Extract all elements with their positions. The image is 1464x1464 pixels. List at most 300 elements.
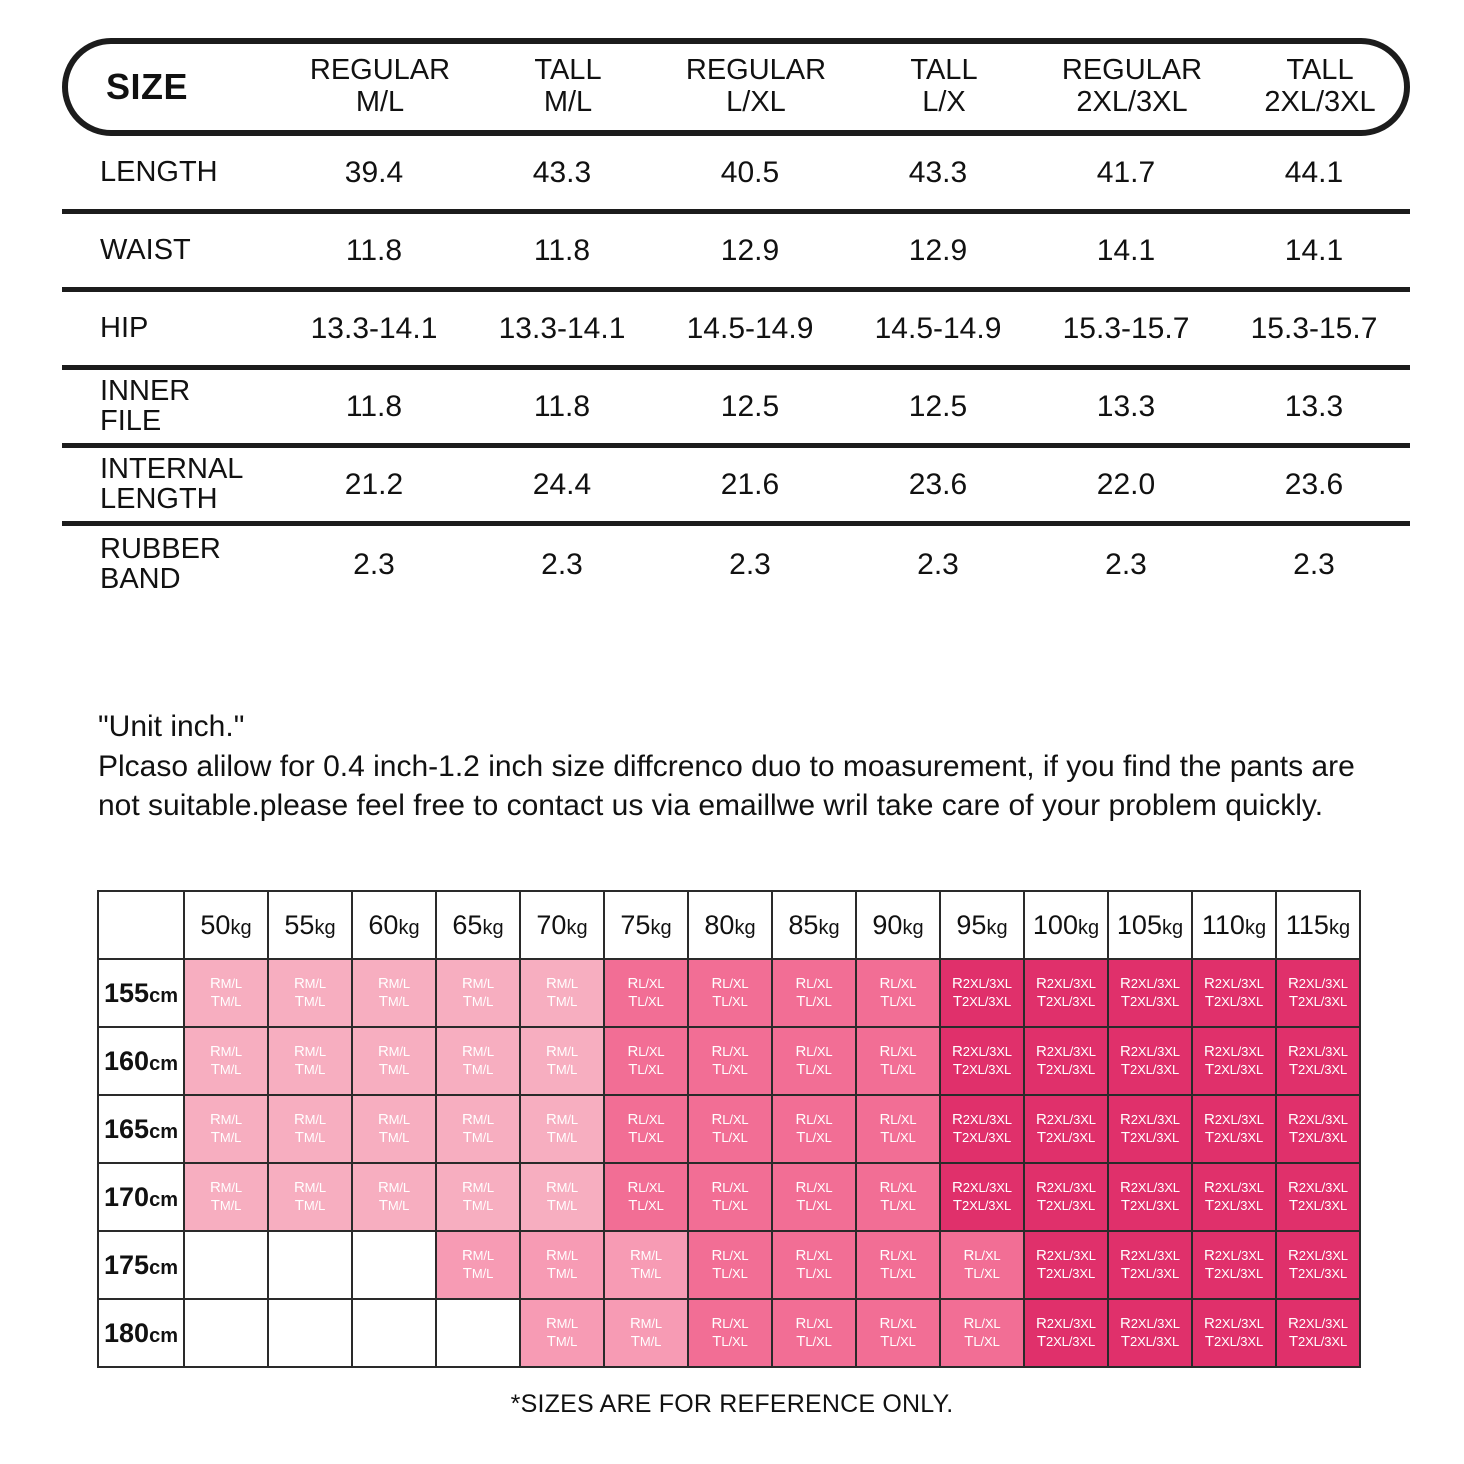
fit-cell-regular: R2XL/3XL bbox=[1204, 1111, 1264, 1129]
fit-cell-regular: RM/L bbox=[545, 1247, 579, 1265]
table-cell: 41.7 bbox=[1096, 155, 1156, 189]
fit-grid-weight-header bbox=[604, 891, 688, 959]
height-value: 160 bbox=[104, 1045, 150, 1076]
fit-grid-cell bbox=[1024, 1231, 1108, 1299]
fit-grid-weight-header bbox=[940, 891, 1024, 959]
table-cell: 13.3 bbox=[1284, 389, 1344, 423]
fit-cell-tall: TL/XL bbox=[796, 1265, 832, 1282]
row-label-line1: RUBBER bbox=[100, 533, 221, 566]
fit-cell-tall: TL/XL bbox=[880, 1197, 916, 1214]
fit-grid-row bbox=[98, 1299, 1360, 1367]
fit-cell-tall: TM/L bbox=[210, 1129, 242, 1146]
fit-cell-regular: R2XL/3XL bbox=[1204, 1179, 1264, 1197]
fit-grid-cell bbox=[1192, 1163, 1276, 1231]
weight-value: 60 bbox=[368, 909, 399, 940]
fit-grid-cell bbox=[1276, 1163, 1360, 1231]
fit-grid-cell bbox=[772, 1299, 856, 1367]
fit-grid-cell bbox=[940, 1163, 1024, 1231]
table-cell: 12.9 bbox=[908, 233, 968, 267]
table-cell: 15.3-15.7 bbox=[1250, 311, 1378, 345]
note-line-tolerance: Plcaso alilow for 0.4 inch-1.2 inch size diffcrenco duo to moasurement, if you find the pants are bbox=[98, 749, 1355, 783]
weight-unit: kg bbox=[1328, 916, 1351, 939]
weight-value: 100 bbox=[1032, 909, 1078, 940]
fit-grid-weight-header bbox=[1276, 891, 1360, 959]
fit-cell-regular: RM/L bbox=[461, 1111, 495, 1129]
fit-cell-tall: TM/L bbox=[210, 1061, 242, 1078]
fit-cell-tall: T2XL/3XL bbox=[1204, 1061, 1264, 1078]
row-label bbox=[62, 535, 280, 594]
table-cell: 40.5 bbox=[720, 155, 780, 189]
fit-cell-tall: TM/L bbox=[630, 1265, 662, 1282]
table-cell: 12.5 bbox=[720, 389, 780, 423]
fit-cell-tall: TM/L bbox=[210, 1197, 242, 1214]
measurement-table-header-row bbox=[62, 38, 1410, 136]
fit-cell-regular: R2XL/3XL bbox=[1120, 1179, 1180, 1197]
weight-value: 85 bbox=[788, 909, 819, 940]
fit-cell-tall: T2XL/3XL bbox=[1204, 1197, 1264, 1214]
fit-cell-tall: TL/XL bbox=[880, 1265, 916, 1282]
fit-cell-tall: TL/XL bbox=[964, 1333, 1000, 1350]
table-row bbox=[62, 526, 1410, 604]
weight-value: 105 bbox=[1116, 909, 1162, 940]
weight-value: 80 bbox=[704, 909, 735, 940]
column-header-regular-2xl3xl bbox=[1038, 55, 1226, 119]
fit-cell-regular: RL/XL bbox=[795, 1247, 833, 1265]
fit-cell-regular: R2XL/3XL bbox=[952, 975, 1012, 993]
weight-unit: kg bbox=[230, 916, 252, 939]
row-label-line1: LENGTH bbox=[100, 155, 218, 188]
column-header-line1: REGULAR bbox=[1061, 54, 1203, 87]
fit-grid-cell bbox=[1108, 1027, 1192, 1095]
fit-cell-tall: TM/L bbox=[378, 1197, 410, 1214]
fit-grid-cell bbox=[268, 959, 352, 1027]
fit-cell-regular: RM/L bbox=[293, 1179, 327, 1197]
fit-cell-regular: RM/L bbox=[545, 1043, 579, 1061]
fit-grid-row bbox=[98, 959, 1360, 1027]
height-value: 175 bbox=[104, 1249, 150, 1280]
fit-grid-cell bbox=[940, 1095, 1024, 1163]
table-cell: 23.6 bbox=[1284, 467, 1344, 501]
fit-cell-regular: R2XL/3XL bbox=[1204, 1043, 1264, 1061]
fit-cell-tall: TM/L bbox=[462, 1129, 494, 1146]
reference-only-footer: *SIZES ARE FOR REFERENCE ONLY. bbox=[510, 1390, 954, 1418]
fit-grid-cell-empty bbox=[436, 1299, 520, 1367]
fit-cell-regular: RL/XL bbox=[711, 1111, 749, 1129]
column-header-line2: 2XL/3XL bbox=[1076, 86, 1188, 118]
fit-cell-tall: TM/L bbox=[546, 993, 578, 1010]
fit-cell-tall: TM/L bbox=[546, 1129, 578, 1146]
fit-grid-cell bbox=[688, 1231, 772, 1299]
fit-grid-cell bbox=[1276, 1299, 1360, 1367]
row-label-line2: BAND bbox=[100, 563, 181, 595]
fit-cell-tall: TM/L bbox=[294, 1129, 326, 1146]
table-cell: 15.3-15.7 bbox=[1062, 311, 1190, 345]
fit-cell-tall: TL/XL bbox=[712, 1333, 748, 1350]
weight-value: 115 bbox=[1285, 909, 1329, 940]
fit-cell-regular: RM/L bbox=[209, 1179, 243, 1197]
fit-grid-height-header bbox=[98, 1231, 184, 1299]
fit-cell-tall: T2XL/3XL bbox=[1120, 993, 1180, 1010]
fit-grid-cell bbox=[772, 1095, 856, 1163]
fit-grid-weight-header bbox=[1024, 891, 1108, 959]
fit-cell-regular: R2XL/3XL bbox=[1036, 1111, 1096, 1129]
fit-cell-regular: RL/XL bbox=[963, 1247, 1001, 1265]
fit-grid-cell bbox=[604, 1095, 688, 1163]
fit-cell-regular: RM/L bbox=[461, 1043, 495, 1061]
weight-value: 90 bbox=[872, 909, 903, 940]
table-cell: 39.4 bbox=[344, 155, 404, 189]
fit-cell-regular: R2XL/3XL bbox=[952, 1179, 1012, 1197]
table-cell: 12.9 bbox=[720, 233, 780, 267]
fit-cell-regular: RL/XL bbox=[795, 1179, 833, 1197]
table-cell: 2.3 bbox=[353, 548, 395, 581]
weight-unit: kg bbox=[734, 916, 756, 939]
fit-grid-cell bbox=[772, 1027, 856, 1095]
fit-cell-regular: R2XL/3XL bbox=[1120, 1043, 1180, 1061]
fit-cell-tall: TM/L bbox=[462, 1061, 494, 1078]
fit-grid-cell-empty bbox=[268, 1299, 352, 1367]
table-cell: 2.3 bbox=[917, 548, 959, 581]
table-cell: 14.5-14.9 bbox=[686, 311, 814, 345]
fit-cell-tall: TM/L bbox=[378, 993, 410, 1010]
fit-grid-cell bbox=[436, 1095, 520, 1163]
fit-cell-regular: RL/XL bbox=[963, 1315, 1001, 1333]
fit-cell-regular: R2XL/3XL bbox=[1204, 1315, 1264, 1333]
column-header-line2: L/XL bbox=[726, 86, 786, 118]
fit-grid-cell bbox=[184, 1027, 268, 1095]
fit-cell-tall: T2XL/3XL bbox=[952, 1197, 1012, 1214]
fit-cell-regular: R2XL/3XL bbox=[1036, 1179, 1096, 1197]
fit-cell-regular: RL/XL bbox=[627, 975, 665, 993]
fit-cell-tall: TM/L bbox=[378, 1061, 410, 1078]
table-cell: 11.8 bbox=[345, 389, 403, 423]
height-unit: cm bbox=[149, 1120, 178, 1143]
table-row bbox=[62, 448, 1410, 526]
table-cell: 2.3 bbox=[729, 548, 771, 581]
fit-cell-regular: R2XL/3XL bbox=[1120, 1315, 1180, 1333]
fit-cell-tall: T2XL/3XL bbox=[1036, 1129, 1096, 1146]
fit-cell-tall: TM/L bbox=[210, 993, 242, 1010]
fit-grid-cell bbox=[688, 1095, 772, 1163]
fit-cell-regular: RM/L bbox=[545, 975, 579, 993]
fit-cell-tall: T2XL/3XL bbox=[1120, 1061, 1180, 1078]
fit-grid-cell bbox=[520, 1163, 604, 1231]
fit-cell-regular: R2XL/3XL bbox=[1204, 975, 1264, 993]
weight-unit: kg bbox=[986, 916, 1008, 939]
column-header-line2: M/L bbox=[543, 86, 593, 118]
fit-cell-regular: R2XL/3XL bbox=[1036, 1315, 1096, 1333]
fit-cell-regular: RM/L bbox=[629, 1247, 663, 1265]
table-cell: 43.3 bbox=[908, 155, 968, 189]
table-cell: 21.2 bbox=[344, 467, 404, 501]
column-header-regular-lxl bbox=[662, 55, 850, 119]
fit-cell-regular: RM/L bbox=[377, 1179, 411, 1197]
fit-cell-tall: T2XL/3XL bbox=[952, 1061, 1012, 1078]
fit-cell-tall: T2XL/3XL bbox=[1036, 1061, 1096, 1078]
weight-value: 65 bbox=[452, 909, 483, 940]
fit-cell-regular: RL/XL bbox=[711, 1179, 749, 1197]
fit-grid-cell bbox=[940, 959, 1024, 1027]
fit-cell-tall: TL/XL bbox=[880, 1333, 916, 1350]
fit-grid-cell-empty bbox=[184, 1299, 268, 1367]
fit-grid-row bbox=[98, 1163, 1360, 1231]
fit-grid-header-row bbox=[98, 891, 1360, 959]
table-cell: 22.0 bbox=[1096, 467, 1156, 501]
fit-cell-regular: RM/L bbox=[545, 1111, 579, 1129]
fit-cell-regular: R2XL/3XL bbox=[1036, 1247, 1096, 1265]
weight-unit: kg bbox=[1161, 916, 1184, 939]
fit-cell-regular: R2XL/3XL bbox=[1288, 1179, 1348, 1197]
fit-grid-cell bbox=[1024, 1095, 1108, 1163]
fit-grid-cell bbox=[772, 1163, 856, 1231]
column-header-line1: TALL bbox=[534, 54, 602, 87]
fit-grid-cell bbox=[352, 1027, 436, 1095]
table-cell: 11.8 bbox=[533, 233, 591, 267]
fit-cell-regular: RL/XL bbox=[795, 975, 833, 993]
fit-grid-cell bbox=[772, 1231, 856, 1299]
fit-grid-cell bbox=[520, 959, 604, 1027]
weight-unit: kg bbox=[818, 916, 840, 939]
height-unit: cm bbox=[149, 984, 178, 1007]
fit-grid-height-header bbox=[98, 1163, 184, 1231]
fit-cell-tall: T2XL/3XL bbox=[1288, 1333, 1348, 1350]
fit-grid-cell bbox=[352, 1095, 436, 1163]
height-unit: cm bbox=[149, 1256, 178, 1279]
weight-unit: kg bbox=[1244, 916, 1267, 939]
weight-unit: kg bbox=[482, 916, 504, 939]
fit-grid-cell bbox=[1024, 959, 1108, 1027]
fit-cell-regular: R2XL/3XL bbox=[952, 1111, 1012, 1129]
fit-grid-cell bbox=[1192, 1299, 1276, 1367]
fit-grid-weight-header bbox=[520, 891, 604, 959]
fit-cell-regular: R2XL/3XL bbox=[1288, 1111, 1348, 1129]
row-label-line1: INTERNAL bbox=[100, 452, 244, 485]
table-cell: 13.3-14.1 bbox=[498, 311, 626, 345]
fit-cell-tall: TM/L bbox=[462, 993, 494, 1010]
fit-cell-tall: T2XL/3XL bbox=[952, 993, 1012, 1010]
row-label-line2: LENGTH bbox=[100, 482, 218, 515]
fit-grid-cell bbox=[688, 1163, 772, 1231]
fit-cell-tall: TM/L bbox=[294, 1061, 326, 1078]
fit-cell-regular: RM/L bbox=[209, 975, 243, 993]
fit-cell-tall: T2XL/3XL bbox=[1288, 1265, 1348, 1282]
fit-grid-cell bbox=[940, 1231, 1024, 1299]
fit-grid-cell bbox=[1276, 1231, 1360, 1299]
row-label-line2: FILE bbox=[100, 404, 162, 437]
weight-value: 50 bbox=[200, 909, 231, 940]
fit-grid-cell bbox=[352, 959, 436, 1027]
fit-cell-tall: TL/XL bbox=[712, 1197, 748, 1214]
fit-cell-regular: RM/L bbox=[377, 1043, 411, 1061]
weight-unit: kg bbox=[650, 916, 672, 939]
fit-cell-tall: T2XL/3XL bbox=[1120, 1129, 1180, 1146]
fit-cell-tall: TL/XL bbox=[796, 1333, 832, 1350]
fit-grid-table bbox=[97, 890, 1361, 1368]
fit-cell-tall: T2XL/3XL bbox=[1120, 1265, 1180, 1282]
fit-grid-cell bbox=[436, 1163, 520, 1231]
table-cell: 14.5-14.9 bbox=[874, 311, 1002, 345]
column-header-line2: M/L bbox=[355, 86, 405, 118]
fit-cell-tall: T2XL/3XL bbox=[1204, 1333, 1264, 1350]
fit-grid-cell bbox=[688, 1299, 772, 1367]
table-cell: 14.1 bbox=[1284, 233, 1344, 267]
fit-grid-row bbox=[98, 1095, 1360, 1163]
fit-cell-tall: TL/XL bbox=[712, 993, 748, 1010]
height-value: 165 bbox=[104, 1113, 150, 1144]
fit-grid-height-header bbox=[98, 959, 184, 1027]
table-row bbox=[62, 136, 1410, 214]
table-cell: 2.3 bbox=[541, 548, 583, 581]
table-cell: 43.3 bbox=[532, 155, 592, 189]
fit-cell-tall: T2XL/3XL bbox=[1120, 1333, 1180, 1350]
column-header-line1: TALL bbox=[1286, 54, 1354, 87]
fit-cell-tall: TM/L bbox=[462, 1197, 494, 1214]
fit-cell-tall: TM/L bbox=[546, 1197, 578, 1214]
table-cell: 21.6 bbox=[720, 467, 780, 501]
fit-cell-tall: TM/L bbox=[462, 1265, 494, 1282]
fit-grid-cell bbox=[1192, 1095, 1276, 1163]
fit-grid-cell bbox=[772, 959, 856, 1027]
fit-grid-cell bbox=[1192, 959, 1276, 1027]
height-value: 155 bbox=[104, 977, 150, 1008]
fit-cell-regular: RL/XL bbox=[879, 975, 917, 993]
fit-grid-cell bbox=[1108, 1231, 1192, 1299]
column-header-tall-2xl3xl bbox=[1226, 55, 1414, 119]
fit-grid-height-header bbox=[98, 1299, 184, 1367]
fit-grid-cell bbox=[856, 1163, 940, 1231]
fit-cell-regular: RM/L bbox=[377, 975, 411, 993]
table-cell: 11.8 bbox=[533, 389, 591, 423]
fit-grid-cell bbox=[352, 1163, 436, 1231]
fit-cell-regular: RL/XL bbox=[711, 1043, 749, 1061]
table-cell: 2.3 bbox=[1105, 548, 1147, 581]
fit-cell-regular: RL/XL bbox=[627, 1179, 665, 1197]
row-label bbox=[62, 311, 280, 344]
column-header-line2: 2XL/3XL bbox=[1264, 86, 1376, 118]
weight-value: 110 bbox=[1201, 909, 1245, 940]
fit-cell-regular: R2XL/3XL bbox=[1288, 1043, 1348, 1061]
fit-grid-cell bbox=[1276, 1095, 1360, 1163]
row-label bbox=[62, 233, 280, 266]
table-cell: 24.4 bbox=[532, 467, 592, 501]
column-header-tall-lx bbox=[850, 55, 1038, 119]
fit-grid-cell-empty bbox=[352, 1299, 436, 1367]
fit-cell-tall: TL/XL bbox=[712, 1061, 748, 1078]
row-label bbox=[62, 155, 280, 188]
fit-cell-tall: T2XL/3XL bbox=[1036, 1265, 1096, 1282]
fit-cell-regular: RL/XL bbox=[879, 1247, 917, 1265]
weight-value: 55 bbox=[284, 909, 315, 940]
fit-cell-tall: TL/XL bbox=[712, 1129, 748, 1146]
fit-cell-tall: TL/XL bbox=[796, 1197, 832, 1214]
column-header-line2: L/X bbox=[922, 86, 966, 118]
fit-grid-row bbox=[98, 1231, 1360, 1299]
fit-cell-tall: TL/XL bbox=[628, 1197, 664, 1214]
size-header-label: SIZE bbox=[106, 66, 189, 107]
row-label-line1: INNER bbox=[100, 374, 191, 407]
fit-grid-cell bbox=[688, 959, 772, 1027]
height-value: 180 bbox=[104, 1317, 150, 1348]
fit-grid-cell bbox=[184, 1163, 268, 1231]
fit-grid-weight-header bbox=[436, 891, 520, 959]
weight-unit: kg bbox=[398, 916, 420, 939]
fit-grid-cell bbox=[688, 1027, 772, 1095]
fit-cell-regular: RL/XL bbox=[711, 1315, 749, 1333]
fit-cell-regular: RL/XL bbox=[795, 1043, 833, 1061]
fit-cell-tall: TL/XL bbox=[964, 1265, 1000, 1282]
height-unit: cm bbox=[149, 1052, 178, 1075]
fit-cell-tall: T2XL/3XL bbox=[1204, 1265, 1264, 1282]
fit-cell-tall: TL/XL bbox=[880, 1129, 916, 1146]
fit-grid-cell bbox=[520, 1299, 604, 1367]
fit-grid-cell bbox=[604, 1299, 688, 1367]
fit-cell-regular: RL/XL bbox=[711, 975, 749, 993]
fit-cell-regular: RM/L bbox=[545, 1315, 579, 1333]
fit-grid-weight-header bbox=[184, 891, 268, 959]
fit-cell-regular: RL/XL bbox=[711, 1247, 749, 1265]
fit-recommendation-grid bbox=[97, 890, 1361, 1368]
fit-cell-tall: TL/XL bbox=[796, 993, 832, 1010]
fit-cell-regular: R2XL/3XL bbox=[1120, 975, 1180, 993]
fit-cell-regular: RM/L bbox=[629, 1315, 663, 1333]
fit-cell-regular: RM/L bbox=[377, 1111, 411, 1129]
fit-cell-regular: R2XL/3XL bbox=[1036, 1043, 1096, 1061]
fit-grid-corner-cell bbox=[98, 891, 184, 959]
fit-cell-regular: RM/L bbox=[293, 1111, 327, 1129]
table-cell: 13.3 bbox=[1096, 389, 1156, 423]
fit-grid-row bbox=[98, 1027, 1360, 1095]
table-cell: 13.3-14.1 bbox=[310, 311, 438, 345]
fit-grid-weight-header bbox=[268, 891, 352, 959]
weight-unit: kg bbox=[902, 916, 924, 939]
table-row bbox=[62, 370, 1410, 448]
weight-unit: kg bbox=[1077, 916, 1100, 939]
table-cell: 2.3 bbox=[1293, 548, 1335, 581]
fit-cell-tall: T2XL/3XL bbox=[1036, 1197, 1096, 1214]
fit-cell-tall: TL/XL bbox=[880, 993, 916, 1010]
fit-cell-regular: RM/L bbox=[209, 1043, 243, 1061]
fit-grid-cell bbox=[604, 1027, 688, 1095]
fit-grid-cell bbox=[1276, 959, 1360, 1027]
fit-cell-tall: T2XL/3XL bbox=[1204, 993, 1264, 1010]
weight-value: 75 bbox=[620, 909, 651, 940]
row-label-line1: HIP bbox=[100, 311, 149, 344]
fit-cell-tall: TM/L bbox=[546, 1265, 578, 1282]
fit-cell-tall: T2XL/3XL bbox=[1288, 1061, 1348, 1078]
fit-grid-cell bbox=[436, 1027, 520, 1095]
fit-cell-tall: TM/L bbox=[294, 993, 326, 1010]
fit-grid-cell bbox=[184, 959, 268, 1027]
height-unit: cm bbox=[149, 1324, 178, 1347]
column-header-line1: TALL bbox=[910, 54, 978, 87]
fit-grid-weight-header bbox=[1192, 891, 1276, 959]
fit-grid-weight-header bbox=[772, 891, 856, 959]
fit-cell-regular: RM/L bbox=[293, 975, 327, 993]
fit-grid-cell bbox=[1108, 1163, 1192, 1231]
fit-grid-cell bbox=[940, 1027, 1024, 1095]
table-cell: 44.1 bbox=[1284, 155, 1344, 189]
fit-grid-cell bbox=[940, 1299, 1024, 1367]
fit-grid-weight-header bbox=[352, 891, 436, 959]
fit-grid-cell bbox=[268, 1027, 352, 1095]
fit-grid-cell bbox=[520, 1231, 604, 1299]
table-row bbox=[62, 214, 1410, 292]
fit-cell-regular: RL/XL bbox=[795, 1111, 833, 1129]
weight-unit: kg bbox=[566, 916, 588, 939]
fit-cell-tall: TM/L bbox=[294, 1197, 326, 1214]
fit-cell-tall: T2XL/3XL bbox=[1288, 993, 1348, 1010]
table-cell: 23.6 bbox=[908, 467, 968, 501]
